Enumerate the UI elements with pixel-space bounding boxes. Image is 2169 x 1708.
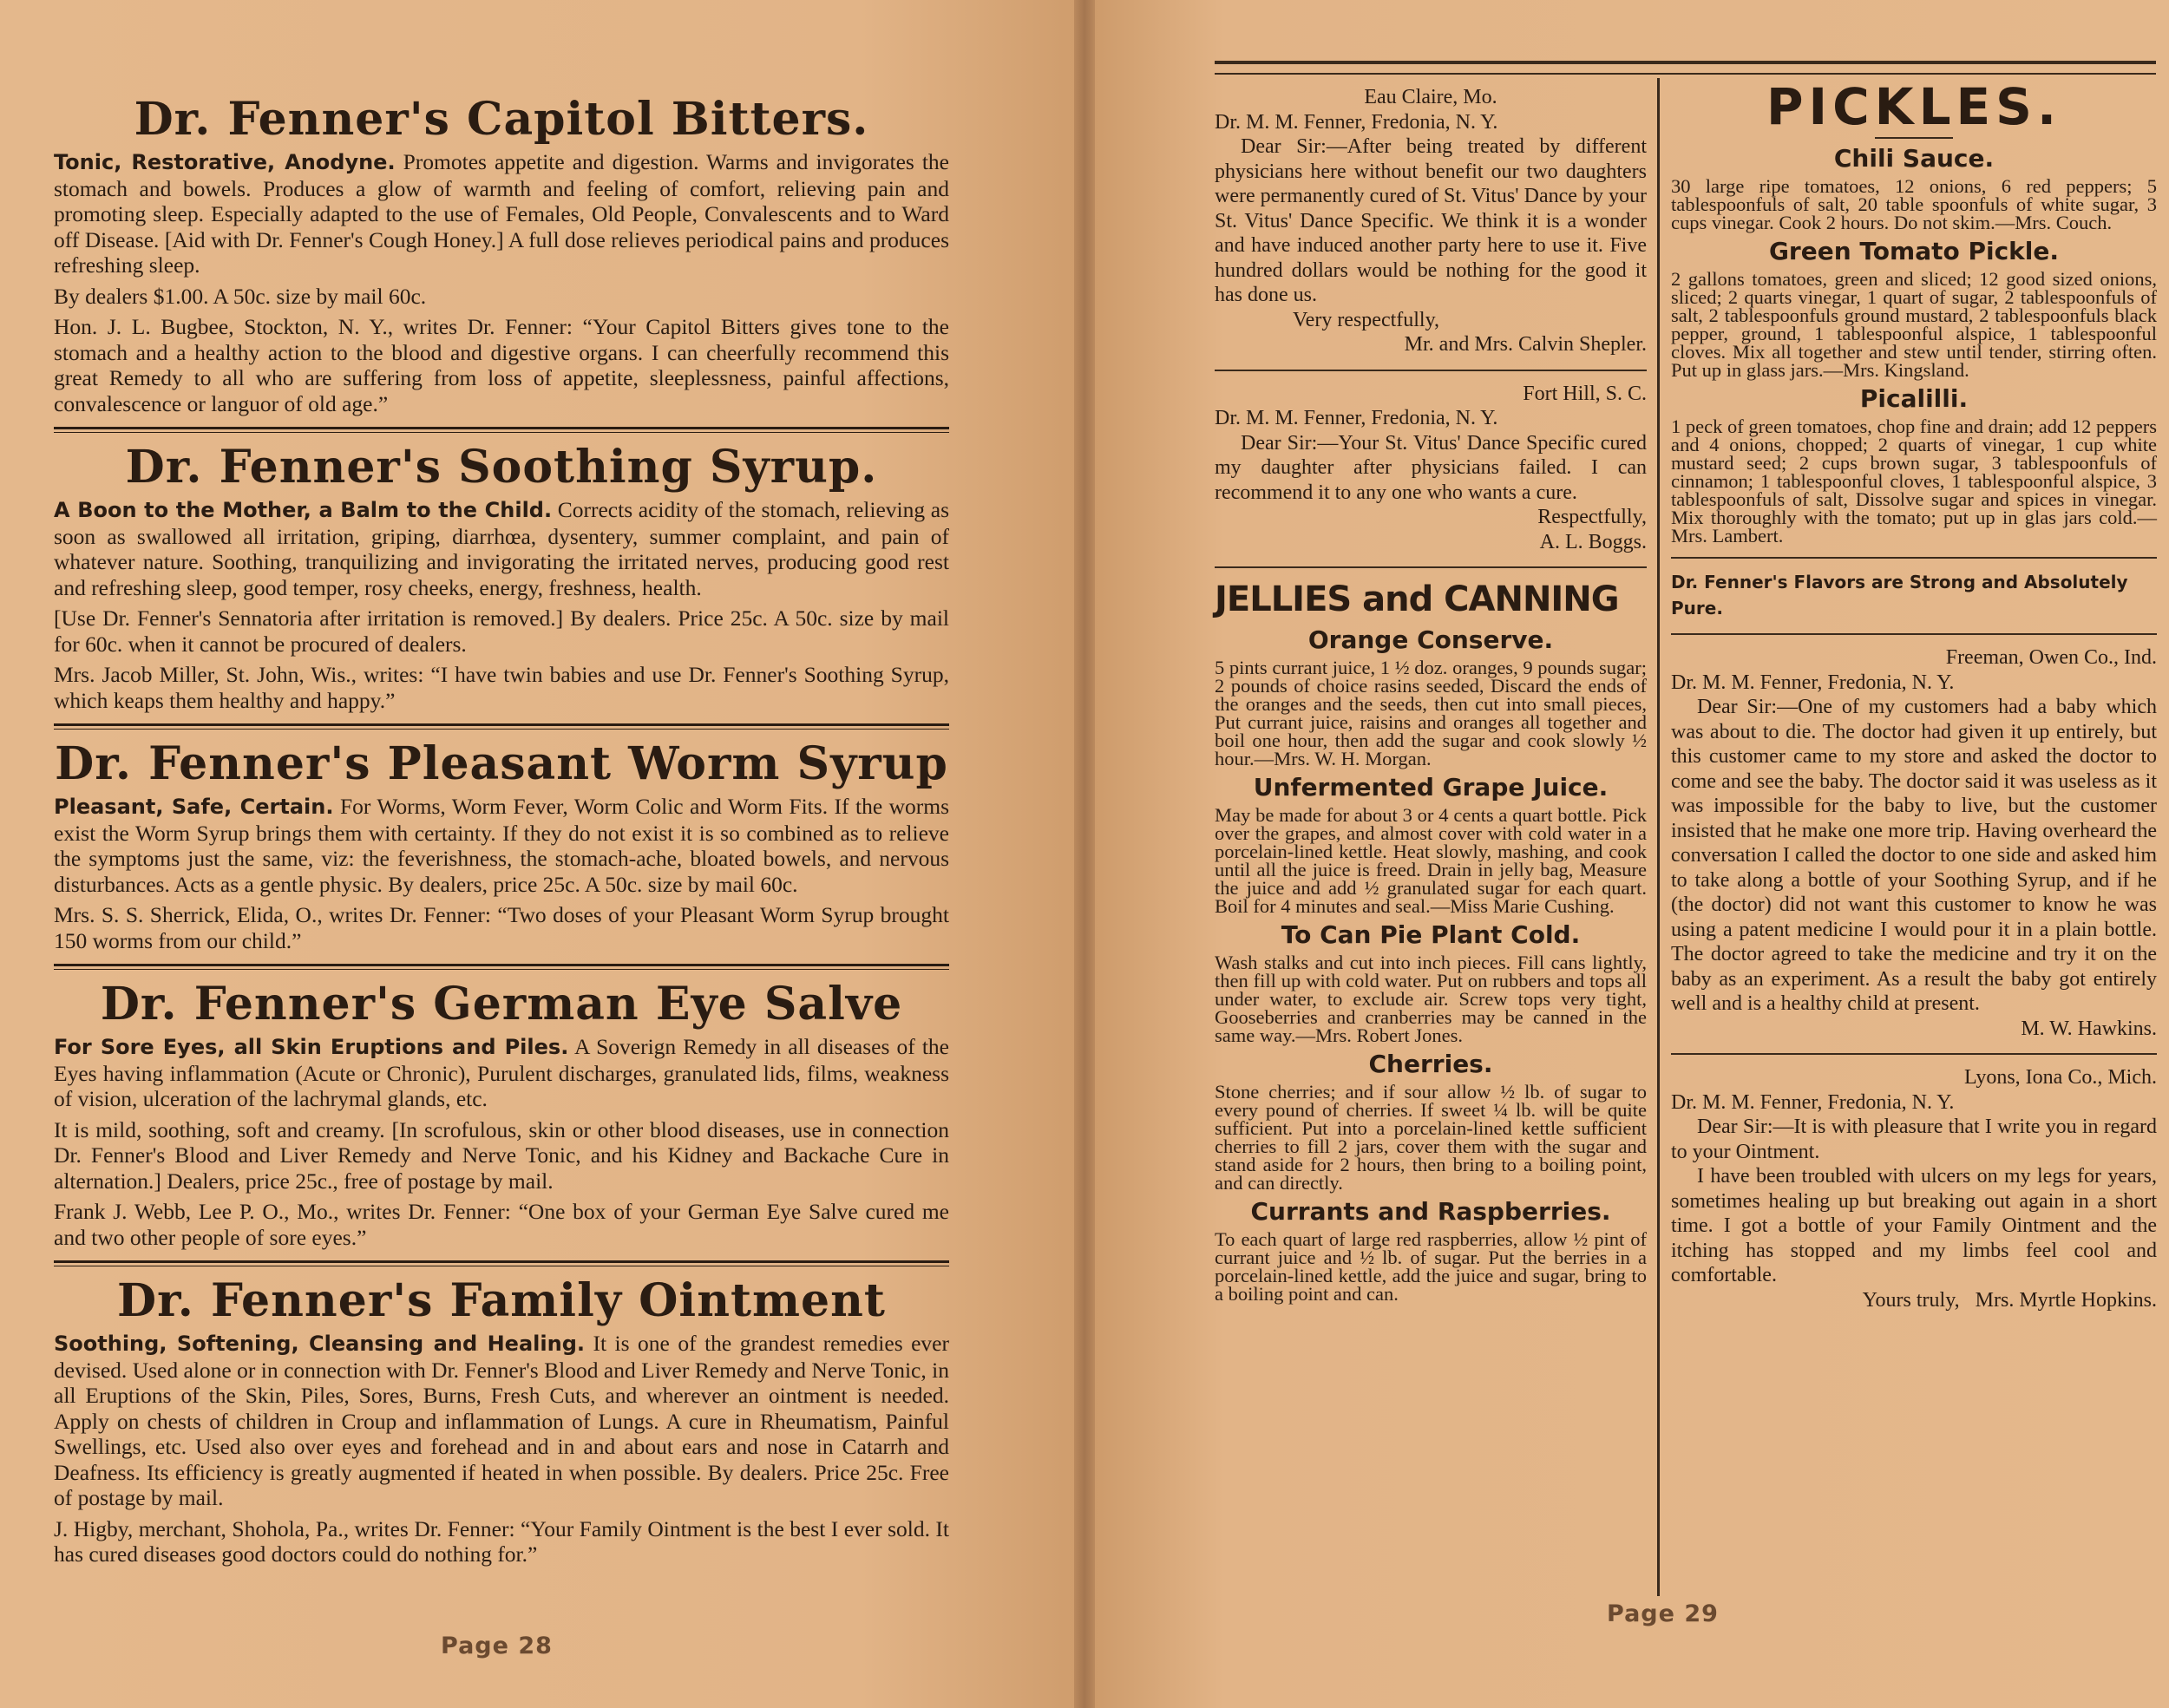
testimonial-letter — [1215, 382, 1647, 555]
letter-salutation: Dr. M. M. Fenner, Fredonia, N. Y. — [1215, 407, 1498, 429]
letter-signature: Mr. and Mrs. Calvin Shepler. — [1404, 333, 1647, 356]
divider — [1215, 566, 1647, 568]
divider — [1875, 137, 1953, 139]
testimonial-letter — [1215, 85, 1647, 357]
recipe — [1215, 773, 1647, 915]
recipe-text: Wash stalks and cut into inch pieces. Fill cans lightly, then fill up with cold water. Put on rubbers and tops all under water, to exclude air. Screw tops very tight, Gooseberries and cranberries may be canned in the same way.—Mrs. Robert Jones. — [1215, 952, 1647, 1046]
ad-german-eye-salve — [54, 978, 949, 1250]
recipe-title: Cherries. — [1368, 1050, 1493, 1078]
recipe-text: May be made for about 3 or 4 cents a quart bottle. Pick over the grapes, and almost cover with cold water in a porcelain-lined kettle. Heat slowly, mashing, and cook until all the juice is freed. Drain in jelly bag, Measure the juice and add ½ granulated sugar for each quart. Boil for 4 minutes and seal.—Miss Marie Cushing. — [1215, 804, 1647, 917]
ad-testimonial: Mrs. Jacob Miller, St. John, Wis., writes: “I have twin babies and use Dr. Fenner's Soothing Syrup, which keaps them healthy and happy.” — [54, 662, 949, 713]
ad-worm-syrup — [54, 738, 949, 953]
ad-lead: Tonic, Restorative, Anodyne. — [54, 150, 396, 174]
letter-place: Lyons, Iona Co., Mich. — [1964, 1066, 2157, 1089]
ad-lead: Pleasant, Safe, Certain. — [54, 795, 334, 819]
letter-closing: Yours truly, — [1862, 1288, 1960, 1312]
ad-body-text: A Soverign Remedy in all diseases of the Eyes having inflammation (Acute or Chronic), Purulent discharges, granulated lids, films, weakness of vision, ulceration of the lachrymal glands, etc. — [54, 1034, 949, 1111]
letter-body: Dear Sir:—After being treated by different physicians here without benefit our two daughters were permanently cured of St. Vitus' Dance by your St. Vitus' Dance Specific. We think it is a wonder and have induced another party here to use it. Five hundred dollars would be nothing for the good it has done us. — [1215, 135, 1647, 306]
letter-closing: Very respectfully, — [1293, 308, 1440, 331]
recipe-title: Currants and Raspberries. — [1250, 1197, 1611, 1226]
ad-testimonial: Mrs. S. S. Sherrick, Elida, O., writes Dr. Fenner: “Two doses of your Pleasant Worm Syrup brought 150 worms from our child.” — [54, 902, 949, 953]
right-page — [1095, 0, 2169, 1708]
ad-lead: For Sore Eyes, all Skin Eruptions and Piles. — [54, 1035, 569, 1059]
testimonial-letter — [1671, 1065, 2157, 1312]
letter-place: Freeman, Owen Co., Ind. — [1945, 646, 2157, 669]
ad-testimonial: Hon. J. L. Bugbee, Stockton, N. Y., writes Dr. Fenner: “Your Capitol Bitters gives tone to the stomach and a healthy action to the blood and digestive organs. I can cheerfully recommend this great Remedy to all who are suffering from loss of appetite, sleeplessness, painful affections, convalescence or languor of old age.” — [54, 314, 949, 416]
letter-body-continued: I have been troubled with ulcers on my legs for years, sometimes healing up but breaking out again in a short time. I got a bottle of your Family Ointment and the itching has stopped and my limbs feel cool and comfortable. — [1671, 1165, 2157, 1286]
ad-lead: Soothing, Softening, Cleansing and Healing. — [54, 1332, 585, 1356]
letter-signature: A. L. Boggs. — [1539, 530, 1647, 553]
ad-capitol-bitters — [54, 94, 949, 416]
column-divider — [1657, 78, 1660, 1596]
ad-body-text: It is one of the grandest remedies ever devised. Used alone or in connection with Dr. Fenner's Blood and Liver Remedy and Nerve Tonic, in all Eruptions of the Skin, Piles, Sores, Burns, Fresh Cuts, and wherever an ointment is needed. Apply on chests of children in Croup and inflammation of Lungs. A cure in Rheumatism, Painful Swellings, etc. Used also over eyes and forehead and in and about ears and nose in Catarrh and Deafness. Its efficiency is greatly augmented if heated in when possible. By dealers. Price 25c. Free of postage by mail. — [54, 1331, 949, 1510]
ad-family-ointment — [54, 1275, 949, 1567]
recipe — [1215, 1050, 1647, 1192]
recipe — [1215, 625, 1647, 768]
recipe-text: To each quart of large red raspberries, allow ½ pint of currant juice and ½ lb. of sugar. Put the berries in a porcelain-lined kettle, add the juice and sugar, bring to a boiling point and can. — [1215, 1228, 1647, 1305]
ad-title: Dr. Fenner's Family Ointment — [117, 1274, 886, 1327]
recipe-text: Stone cherries; and if sour allow ½ lb. of sugar to every pound of cherries. If sweet ¼ lb. will be quite sufficient. Put into a porcelain-lined kettle sufficient cherries to fill 2 jars, cover them with the sugar and stand aside for 2 hours, then bring to a boiling point, and can directly. — [1215, 1081, 1647, 1194]
ad-lead: A Boon to the Mother, a Balm to the Child. — [54, 498, 553, 522]
recipe-title: Green Tomato Pickle. — [1768, 237, 2060, 265]
recipe — [1671, 384, 2157, 545]
recipe-text: 5 pints currant juice, 1 ½ doz. oranges, 9 pounds sugar; 2 pounds of choice rasins seeded, Discard the ends of the oranges and the seeds, then cut into small pieces, Put currant juice, raisins and oranges all together and boil one hour, then add the sugar and cook slowly ½ hour.—Mrs. W. H. Morgan. — [1215, 657, 1647, 769]
ad-testimonial: Frank J. Webb, Lee P. O., Mo., writes Dr. Fenner: “One box of your German Eye Salve cured me and two other people of sore eyes.” — [54, 1199, 949, 1250]
recipe — [1215, 920, 1647, 1044]
letter-body: Dear Sir:—One of my customers had a baby which was about to die. The doctor had given it up entirely, but this customer came to my store and asked the doctor to come and see the baby. The doctor said it was useless as it was impossible for the baby to live, but the customer insisted that he make one more trip. Having overheard the conversation I called the doctor to one side and asked him to take along a bottle of your Soothing Syrup, and if he (the doctor) did not want this customer to know he was using a patent medicine I would pour it in a plain bottle. The doctor agreed to take the medicine and try it on the baby as an experiment. As a result the baby got entirely well and is a healthy child at present. — [1671, 696, 2157, 1015]
letter-salutation: Dr. M. M. Fenner, Fredonia, N. Y. — [1215, 110, 1498, 134]
letter-place: Fort Hill, S. C. — [1523, 382, 1647, 405]
recipe-title: Orange Conserve. — [1307, 625, 1554, 654]
ad-body-text: Corrects acidity of the stomach, relieving as soon as swallowed all irritation, griping, diarrhœa, dysentery, summer complaint, and pain of whatever nature. Soothing, tranquilizing and invigorating the irritated nerves, producing good rest and refreshing sleep, good temper, rosy cheeks, energy, freshness, health. — [54, 497, 949, 600]
ad-title: Dr. Fenner's Soothing Syrup. — [125, 441, 878, 494]
letter-closing: Respectfully, — [1537, 506, 1647, 528]
letter-place: Eau Claire, Mo. — [1364, 86, 1497, 108]
ad-price: [Use Dr. Fenner's Sennatoria after irritation is removed.] By dealers. Price 25c. A 50c. size by mail for 60c. when it cannot be procured of dealers. — [54, 605, 949, 657]
ad-soothing-syrup — [54, 442, 949, 713]
divider — [1671, 1053, 2157, 1055]
letter-salutation: Dr. M. M. Fenner, Fredonia, N. Y. — [1671, 671, 1955, 694]
letter-signature: M. W. Hawkins. — [2021, 1017, 2157, 1040]
right-column-right — [1671, 78, 2157, 1312]
ad-title: Dr. Fenner's Pleasant Worm Syrup — [55, 737, 948, 790]
letter-body: Dear Sir:—It is with pleasure that I write you in regard to your Ointment. — [1671, 1116, 2157, 1163]
divider — [54, 723, 949, 730]
ad-price: By dealers $1.00. A 50c. size by mail 60c. — [54, 283, 427, 309]
left-column — [54, 94, 949, 1573]
divider — [54, 964, 949, 970]
recipe-title: Picalilli. — [1859, 384, 1969, 413]
ad-price: It is mild, soothing, soft and creamy. [In scrofulous, skin or other blood diseases, use in connection Dr. Fenner's Blood and Liver Remedy and Nerve Tonic, and his Kidney and Backache Cure in alternation.] Dealers, price 25c., free of postage by mail. — [54, 1116, 949, 1194]
right-column-left — [1215, 85, 1647, 1303]
top-rule — [1215, 61, 2156, 75]
testimonial-letter — [1671, 645, 2157, 1041]
ad-body-text: For Worms, Worm Fever, Worm Colic and Worm Fits. If the worms exist the Worm Syrup brings them with certainty. If they do not exist it is so combined as to relieve the symptoms just the same, viz: the feverishness, the stomach-ache, bloated bowels, and nervous disturbances. Acts as a gentle physic. By dealers, price 25c. A 50c. size by mail 60c. — [54, 794, 950, 897]
page-number: Page 29 — [1607, 1600, 1719, 1627]
letter-signature: Mrs. Myrtle Hopkins. — [1975, 1288, 2157, 1312]
divider — [54, 1260, 949, 1266]
page-number: Page 28 — [441, 1633, 553, 1659]
recipe-text: 1 peck of green tomatoes, chop fine and drain; add 12 peppers and 4 onions, chopped; 2 quarts of vinegar, 1 cup white mustard seed; 2 cups brown sugar, 3 tablespoonfuls of cinnamon; 1 tablespoonful cloves, 1 tablespoonful alspice, 3 tablespoonfuls of salt, Dissolve sugar and spices in vinegar. Mix thoroughly with the tomato; put up in glas jars cold.—Mrs. Lambert. — [1671, 416, 2157, 546]
letter-body: Dear Sir:—Your St. Vitus' Dance Specific cured my daughter after physicians failed. I can recommend it to any one who wants a cure. — [1215, 431, 1647, 504]
recipe — [1671, 237, 2157, 379]
divider — [54, 427, 949, 433]
book-gutter — [1074, 0, 1095, 1708]
section-title-pickles: PICKLES. — [1766, 77, 2061, 136]
ad-title: Dr. Fenner's Capitol Bitters. — [134, 93, 869, 146]
letter-salutation: Dr. M. M. Fenner, Fredonia, N. Y. — [1671, 1090, 1955, 1114]
divider — [1671, 633, 2157, 635]
recipe — [1215, 1197, 1647, 1303]
ad-title: Dr. Fenner's German Eye Salve — [100, 978, 903, 1031]
section-title-jellies: JELLIES and CANNING — [1215, 579, 1619, 619]
ad-testimonial: J. Higby, merchant, Shohola, Pa., writes Dr. Fenner: “Your Family Ointment is the best I ever sold. It has cured diseases good doctors could do nothing for.” — [54, 1515, 949, 1567]
ad-body-text: Promotes appetite and digestion. Warms and invigorates the stomach and bowels. Produces a glow of warmth and feeling of comfort, relieving pain and promoting sleep. Especially adapted to the use of Females, Old People, Convalescents and to Ward off Disease. [Aid with Dr. Fenner's Cough Honey.] A full dose relieves periodical pains and produces refreshing sleep. — [54, 149, 949, 278]
recipe-title: Chili Sauce. — [1833, 144, 1995, 173]
left-page — [0, 0, 1074, 1708]
recipe-text: 2 gallons tomatoes, green and sliced; 12 good sized onions, sliced; 2 quarts vinegar, 1 quart of sugar, 2 tablespoonfuls of salt, 2 tablespoonfuls ground mustard, 2 tablespoonfuls black pepper, ground, 1 tablespoonful alspice, 1 tablespoonful cloves. Mix all together and stew until tender, stirring often. Put up in glass jars.—Mrs. Kingsland. — [1671, 268, 2157, 381]
recipe-text: 30 large ripe tomatoes, 12 onions, 6 red peppers; 5 tablespoonfuls of salt, 20 table spoonfuls of white sugar, 3 cups vinegar. Cook 2 hours. Do not skim.—Mrs. Couch. — [1671, 175, 2157, 233]
recipe-title: Unfermented Grape Juice. — [1253, 773, 1609, 802]
divider — [1215, 370, 1647, 371]
divider — [1671, 557, 2157, 559]
recipe-title: To Can Pie Plant Cold. — [1281, 920, 1581, 949]
recipe — [1671, 144, 2157, 232]
flavors-note: Dr. Fenner's Flavors are Strong and Absolutely Pure. — [1671, 572, 2128, 618]
